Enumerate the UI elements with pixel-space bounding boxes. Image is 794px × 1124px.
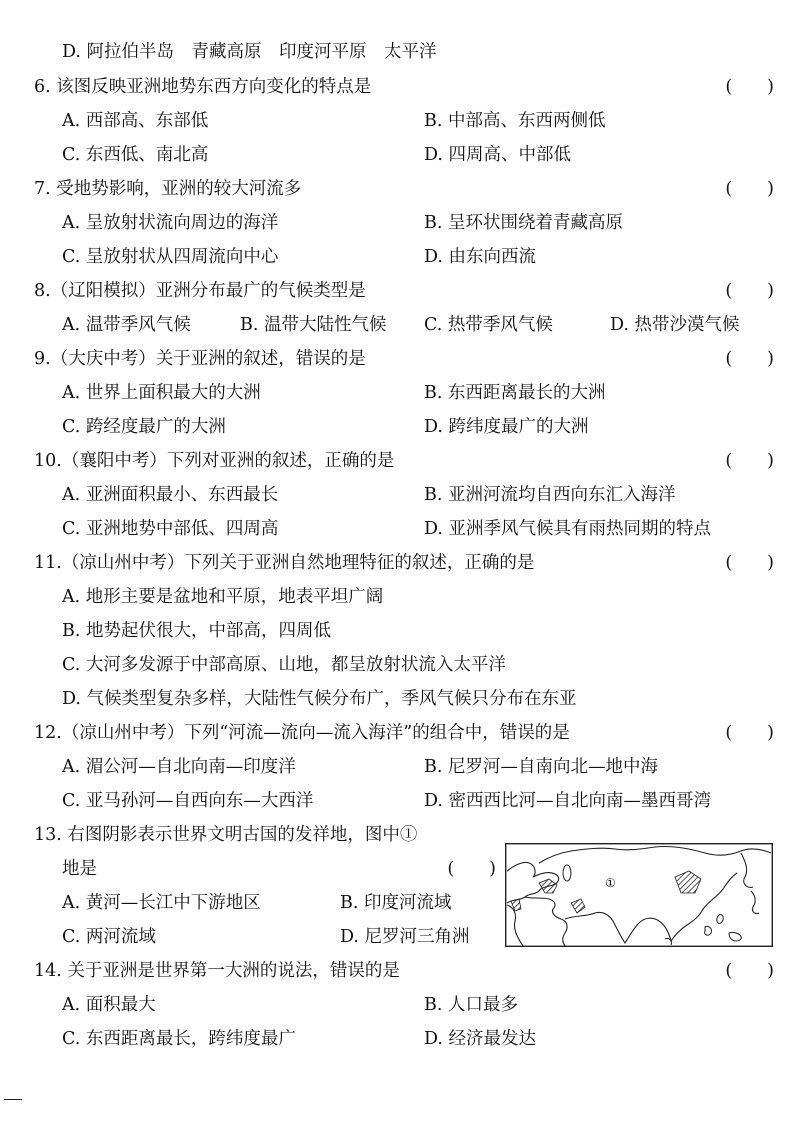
q7-option-a[interactable]: A. 呈放射状流向周边的海洋 bbox=[62, 213, 279, 233]
q10-stem: 10.（襄阳中考）下列对亚洲的叙述，正确的是 bbox=[34, 451, 395, 471]
q12-answer-paren[interactable]: ( ) bbox=[725, 723, 774, 743]
q13-stem-line-1: 13. 右图阴影表示世界文明古国的发祥地，图中① bbox=[34, 825, 418, 845]
q13-option-b[interactable]: B. 印度河流域 bbox=[340, 893, 452, 913]
q14-answer-paren[interactable]: ( ) bbox=[725, 961, 774, 981]
q11-stem-row bbox=[34, 548, 776, 578]
q7-options-row-2 bbox=[62, 242, 776, 272]
q11-option-b[interactable]: B. 地势起伏很大，中部高，四周低 bbox=[62, 621, 331, 641]
q12-option-c[interactable]: C. 亚马孙河—自西向东—大西洋 bbox=[62, 791, 314, 811]
q14-option-a[interactable]: A. 面积最大 bbox=[62, 995, 156, 1015]
q14-options-row-2 bbox=[62, 1024, 776, 1054]
q11-option-c[interactable]: C. 大河多发源于中部高原、山地，都呈放射状流入太平洋 bbox=[62, 655, 506, 675]
q10-option-c[interactable]: C. 亚洲地势中部低、四周高 bbox=[62, 519, 279, 539]
q7-option-b[interactable]: B. 呈环状围绕着青藏高原 bbox=[424, 213, 623, 233]
q10-stem-row bbox=[34, 446, 776, 476]
q12-options-row-2 bbox=[62, 786, 776, 816]
ancient-civilizations-map bbox=[505, 843, 773, 947]
q9-option-a[interactable]: A. 世界上面积最大的大洲 bbox=[62, 383, 261, 403]
q13-stem-line-2: 地是 bbox=[62, 859, 97, 879]
q9-option-c[interactable]: C. 跨经度最广的大洲 bbox=[62, 417, 226, 437]
q12-option-a[interactable]: A. 湄公河—自北向南—印度洋 bbox=[62, 757, 296, 777]
q14-stem: 14. 关于亚洲是世界第一大洲的说法，错误的是 bbox=[34, 961, 400, 981]
q9-options-row-1 bbox=[62, 378, 776, 408]
q6-option-b[interactable]: B. 中部高、东西两侧低 bbox=[424, 111, 606, 131]
q12-option-d[interactable]: D. 密西西比河—自北向南—墨西哥湾 bbox=[424, 791, 712, 811]
q9-stem-row bbox=[34, 344, 776, 374]
q14-option-b[interactable]: B. 人口最多 bbox=[424, 995, 518, 1015]
q9-answer-paren[interactable]: ( ) bbox=[725, 349, 774, 369]
q12-stem: 12.（凉山州中考）下列“河流—流向—流入海洋”的组合中，错误的是 bbox=[34, 723, 570, 743]
q8-stem-row bbox=[34, 276, 776, 306]
q7-answer-paren[interactable]: ( ) bbox=[725, 179, 774, 199]
q8-options-row bbox=[62, 310, 776, 340]
q11-stem: 11.（凉山州中考）下列关于亚洲自然地理特征的叙述，正确的是 bbox=[34, 553, 535, 573]
q10-option-a[interactable]: A. 亚洲面积最小、东西最长 bbox=[62, 485, 279, 505]
q11-answer-paren[interactable]: ( ) bbox=[725, 553, 774, 573]
q13-answer-paren[interactable]: ( ) bbox=[447, 859, 496, 879]
page-footer-rule bbox=[4, 1099, 22, 1100]
q8-option-b[interactable]: B. 温带大陆性气候 bbox=[240, 315, 387, 335]
q6-option-a[interactable]: A. 西部高、东部低 bbox=[62, 111, 209, 131]
q10-option-b[interactable]: B. 亚洲河流均自西向东汇入海洋 bbox=[424, 485, 676, 505]
q10-options-row-1 bbox=[62, 480, 776, 510]
q6-options-row-1 bbox=[62, 106, 776, 136]
q10-answer-paren[interactable]: ( ) bbox=[725, 451, 774, 471]
q7-stem: 7. 受地势影响，亚洲的较大河流多 bbox=[34, 179, 302, 199]
q7-option-c[interactable]: C. 呈放射状从四周流向中心 bbox=[62, 247, 279, 267]
q5-option-d: D. 阿拉伯半岛 青藏高原 印度河平原 太平洋 bbox=[62, 42, 437, 62]
q8-stem: 8.（辽阳模拟）亚洲分布最广的气候类型是 bbox=[34, 281, 366, 301]
q10-options-row-2 bbox=[62, 514, 776, 544]
map-marker-1: ① bbox=[605, 876, 616, 890]
q6-answer-paren[interactable]: ( ) bbox=[725, 77, 774, 97]
q6-option-c[interactable]: C. 东西低、南北高 bbox=[62, 145, 209, 165]
q9-option-d[interactable]: D. 跨纬度最广的大洲 bbox=[424, 417, 589, 437]
q14-stem-row bbox=[34, 956, 776, 986]
q12-options-row-1 bbox=[62, 752, 776, 782]
q6-stem-row bbox=[34, 72, 776, 102]
q6-options-row-2 bbox=[62, 140, 776, 170]
q13-option-c[interactable]: C. 两河流域 bbox=[62, 927, 156, 947]
q14-options-row-1 bbox=[62, 990, 776, 1020]
q12-stem-row bbox=[34, 718, 776, 748]
q12-option-b[interactable]: B. 尼罗河—自南向北—地中海 bbox=[424, 757, 658, 777]
q13-option-a[interactable]: A. 黄河—长江中下游地区 bbox=[62, 893, 261, 913]
q7-options-row-1 bbox=[62, 208, 776, 238]
q9-options-row-2 bbox=[62, 412, 776, 442]
q6-stem: 6. 该图反映亚洲地势东西方向变化的特点是 bbox=[34, 77, 372, 97]
q8-option-c[interactable]: C. 热带季风气候 bbox=[424, 315, 553, 335]
q8-option-d[interactable]: D. 热带沙漠气候 bbox=[610, 315, 740, 335]
q7-option-d[interactable]: D. 由东向西流 bbox=[424, 247, 537, 267]
q7-stem-row bbox=[34, 174, 776, 204]
q13-option-d[interactable]: D. 尼罗河三角洲 bbox=[340, 927, 470, 947]
q6-option-d[interactable]: D. 四周高、中部低 bbox=[424, 145, 572, 165]
q9-option-b[interactable]: B. 东西距离最长的大洲 bbox=[424, 383, 606, 403]
q9-stem: 9.（大庆中考）关于亚洲的叙述，错误的是 bbox=[34, 349, 366, 369]
q14-option-c[interactable]: C. 东西距离最长，跨纬度最广 bbox=[62, 1029, 296, 1049]
q14-option-d[interactable]: D. 经济最发达 bbox=[424, 1029, 537, 1049]
q13-stem-row-2 bbox=[62, 854, 496, 884]
q8-option-a[interactable]: A. 温带季风气候 bbox=[62, 315, 191, 335]
q8-answer-paren[interactable]: ( ) bbox=[725, 281, 774, 301]
q11-option-d[interactable]: D. 气候类型复杂多样，大陆性气候分布广，季风气候只分布在东亚 bbox=[62, 689, 577, 709]
q11-option-a[interactable]: A. 地形主要是盆地和平原，地表平坦广阔 bbox=[62, 587, 384, 607]
q10-option-d[interactable]: D. 亚洲季风气候具有雨热同期的特点 bbox=[424, 519, 712, 539]
